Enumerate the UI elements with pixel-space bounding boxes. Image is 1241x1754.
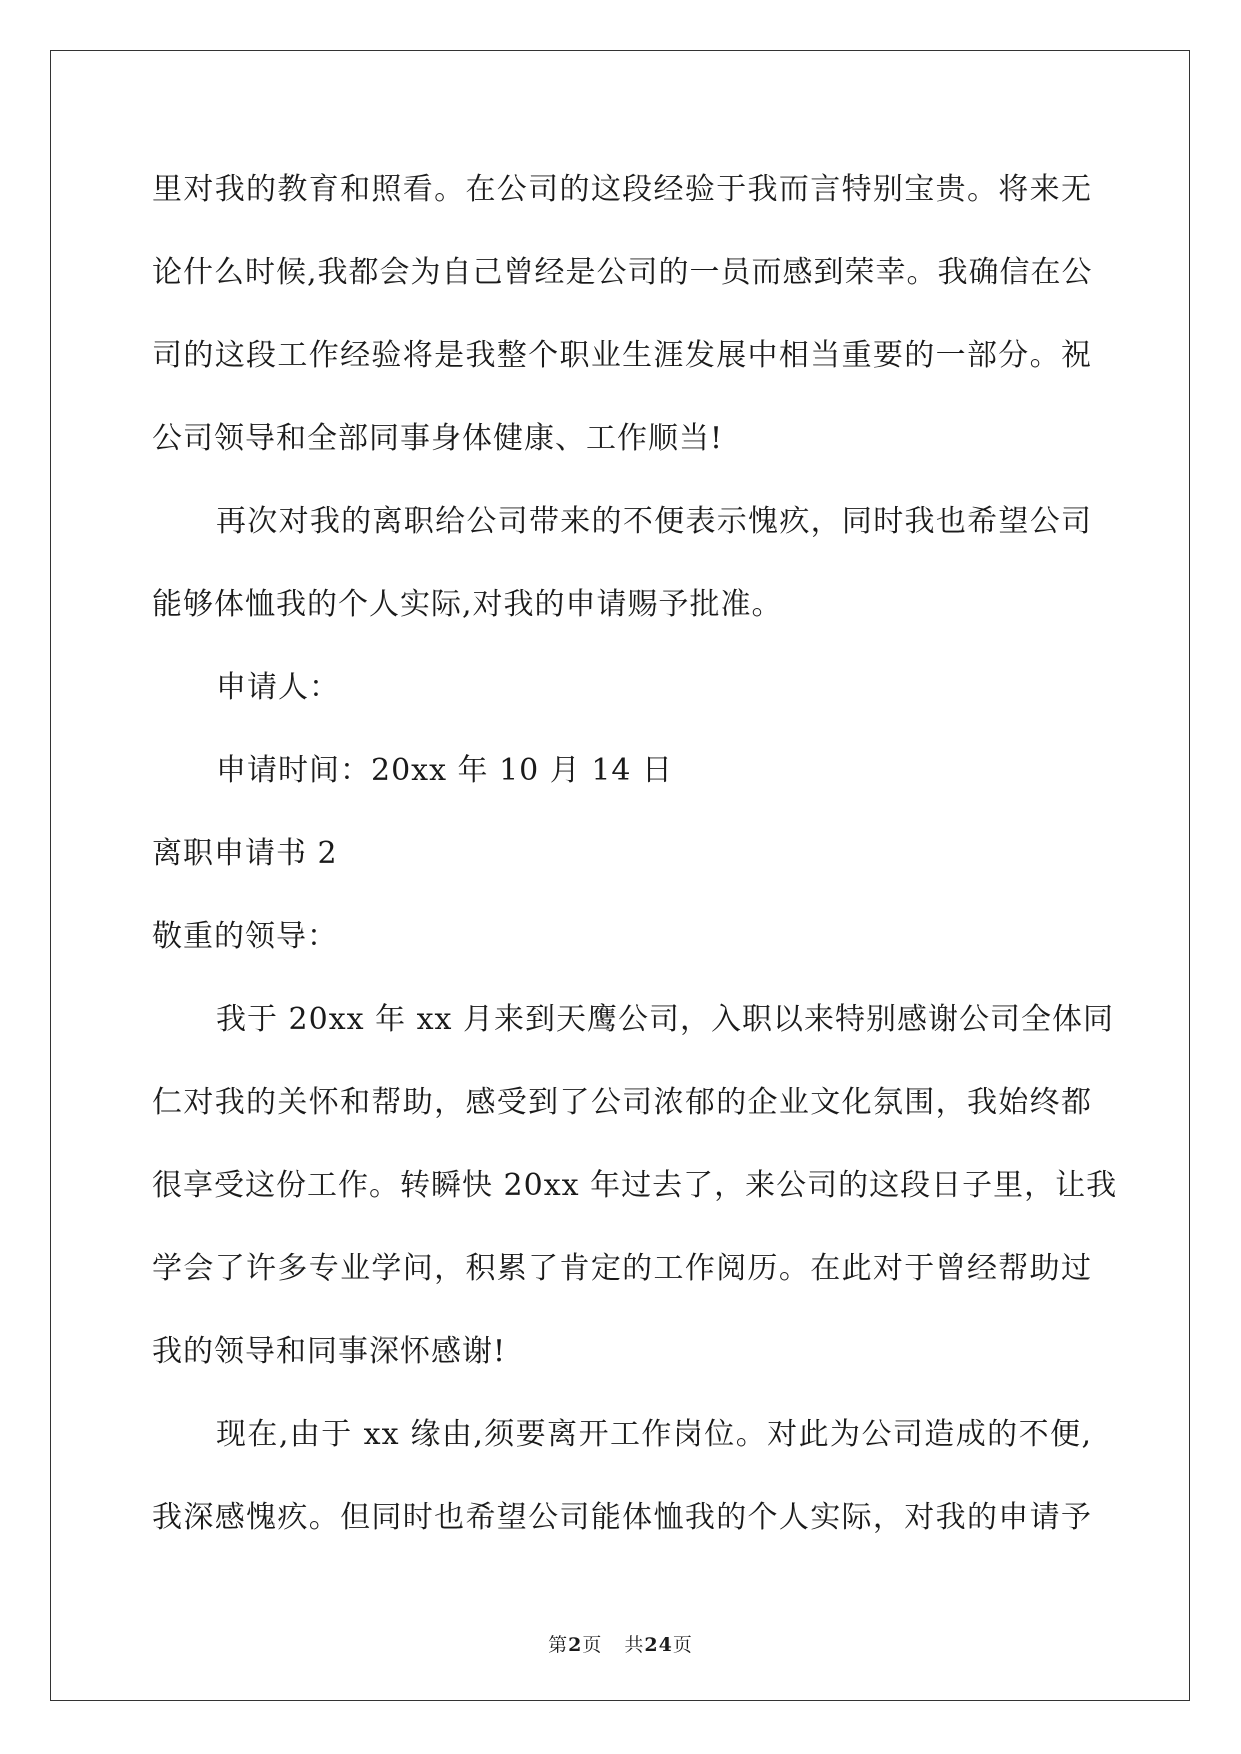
document-body <box>152 160 1118 1571</box>
applicant-label: 申请人： <box>216 670 340 705</box>
text-line: 司的这段工作经验将是我整个职业生涯发展中相当重要的一部分。祝 <box>152 338 1092 373</box>
text-line: 公司领导和全部同事身体健康、工作顺当! <box>152 421 724 456</box>
salutation: 敬重的领导： <box>152 919 338 954</box>
text-line: 能够体恤我的个人实际,对我的申请赐予批准。 <box>152 587 783 622</box>
text-line: 再次对我的离职给公司带来的不便表示愧疚，同时我也希望公司 <box>216 504 1092 539</box>
total-pages: 24 <box>644 1634 673 1656</box>
total-suffix: 页 <box>672 1634 693 1656</box>
total-prefix: 共 <box>624 1634 645 1656</box>
text-line: 仁对我的关怀和帮助，感受到了公司浓郁的企业文化氛围，我始终都 <box>152 1085 1092 1120</box>
application-date: 申请时间：20xx 年 10 月 14 日 <box>216 753 674 788</box>
page-prefix: 第 <box>548 1634 569 1656</box>
text-line: 很享受这份工作。转瞬快 20xx 年过去了，来公司的这段日子里，让我 <box>152 1168 1118 1203</box>
text-line: 我于 20xx 年 xx 月来到天鹰公司，入职以来特别感谢公司全体同 <box>216 1002 1114 1037</box>
text-line: 我深感愧疚。但同时也希望公司能体恤我的个人实际，对我的申请予 <box>152 1500 1092 1535</box>
page-number: 2 <box>568 1634 583 1656</box>
text-line: 论什么时候,我都会为自己曾经是公司的一员而感到荣幸。我确信在公 <box>152 255 1093 290</box>
text-line: 里对我的教育和照看。在公司的这段经验于我而言特别宝贵。将来无 <box>152 172 1092 207</box>
page-suffix: 页 <box>582 1634 603 1656</box>
section-title: 离职申请书 2 <box>152 836 338 871</box>
text-line: 学会了许多专业学问，积累了肯定的工作阅历。在此对于曾经帮助过 <box>152 1251 1092 1286</box>
text-line: 现在,由于 xx 缘由,须要离开工作岗位。对此为公司造成的不便, <box>216 1417 1092 1452</box>
text-line: 我的领导和同事深怀感谢! <box>152 1334 507 1369</box>
page-footer <box>0 1630 1241 1657</box>
